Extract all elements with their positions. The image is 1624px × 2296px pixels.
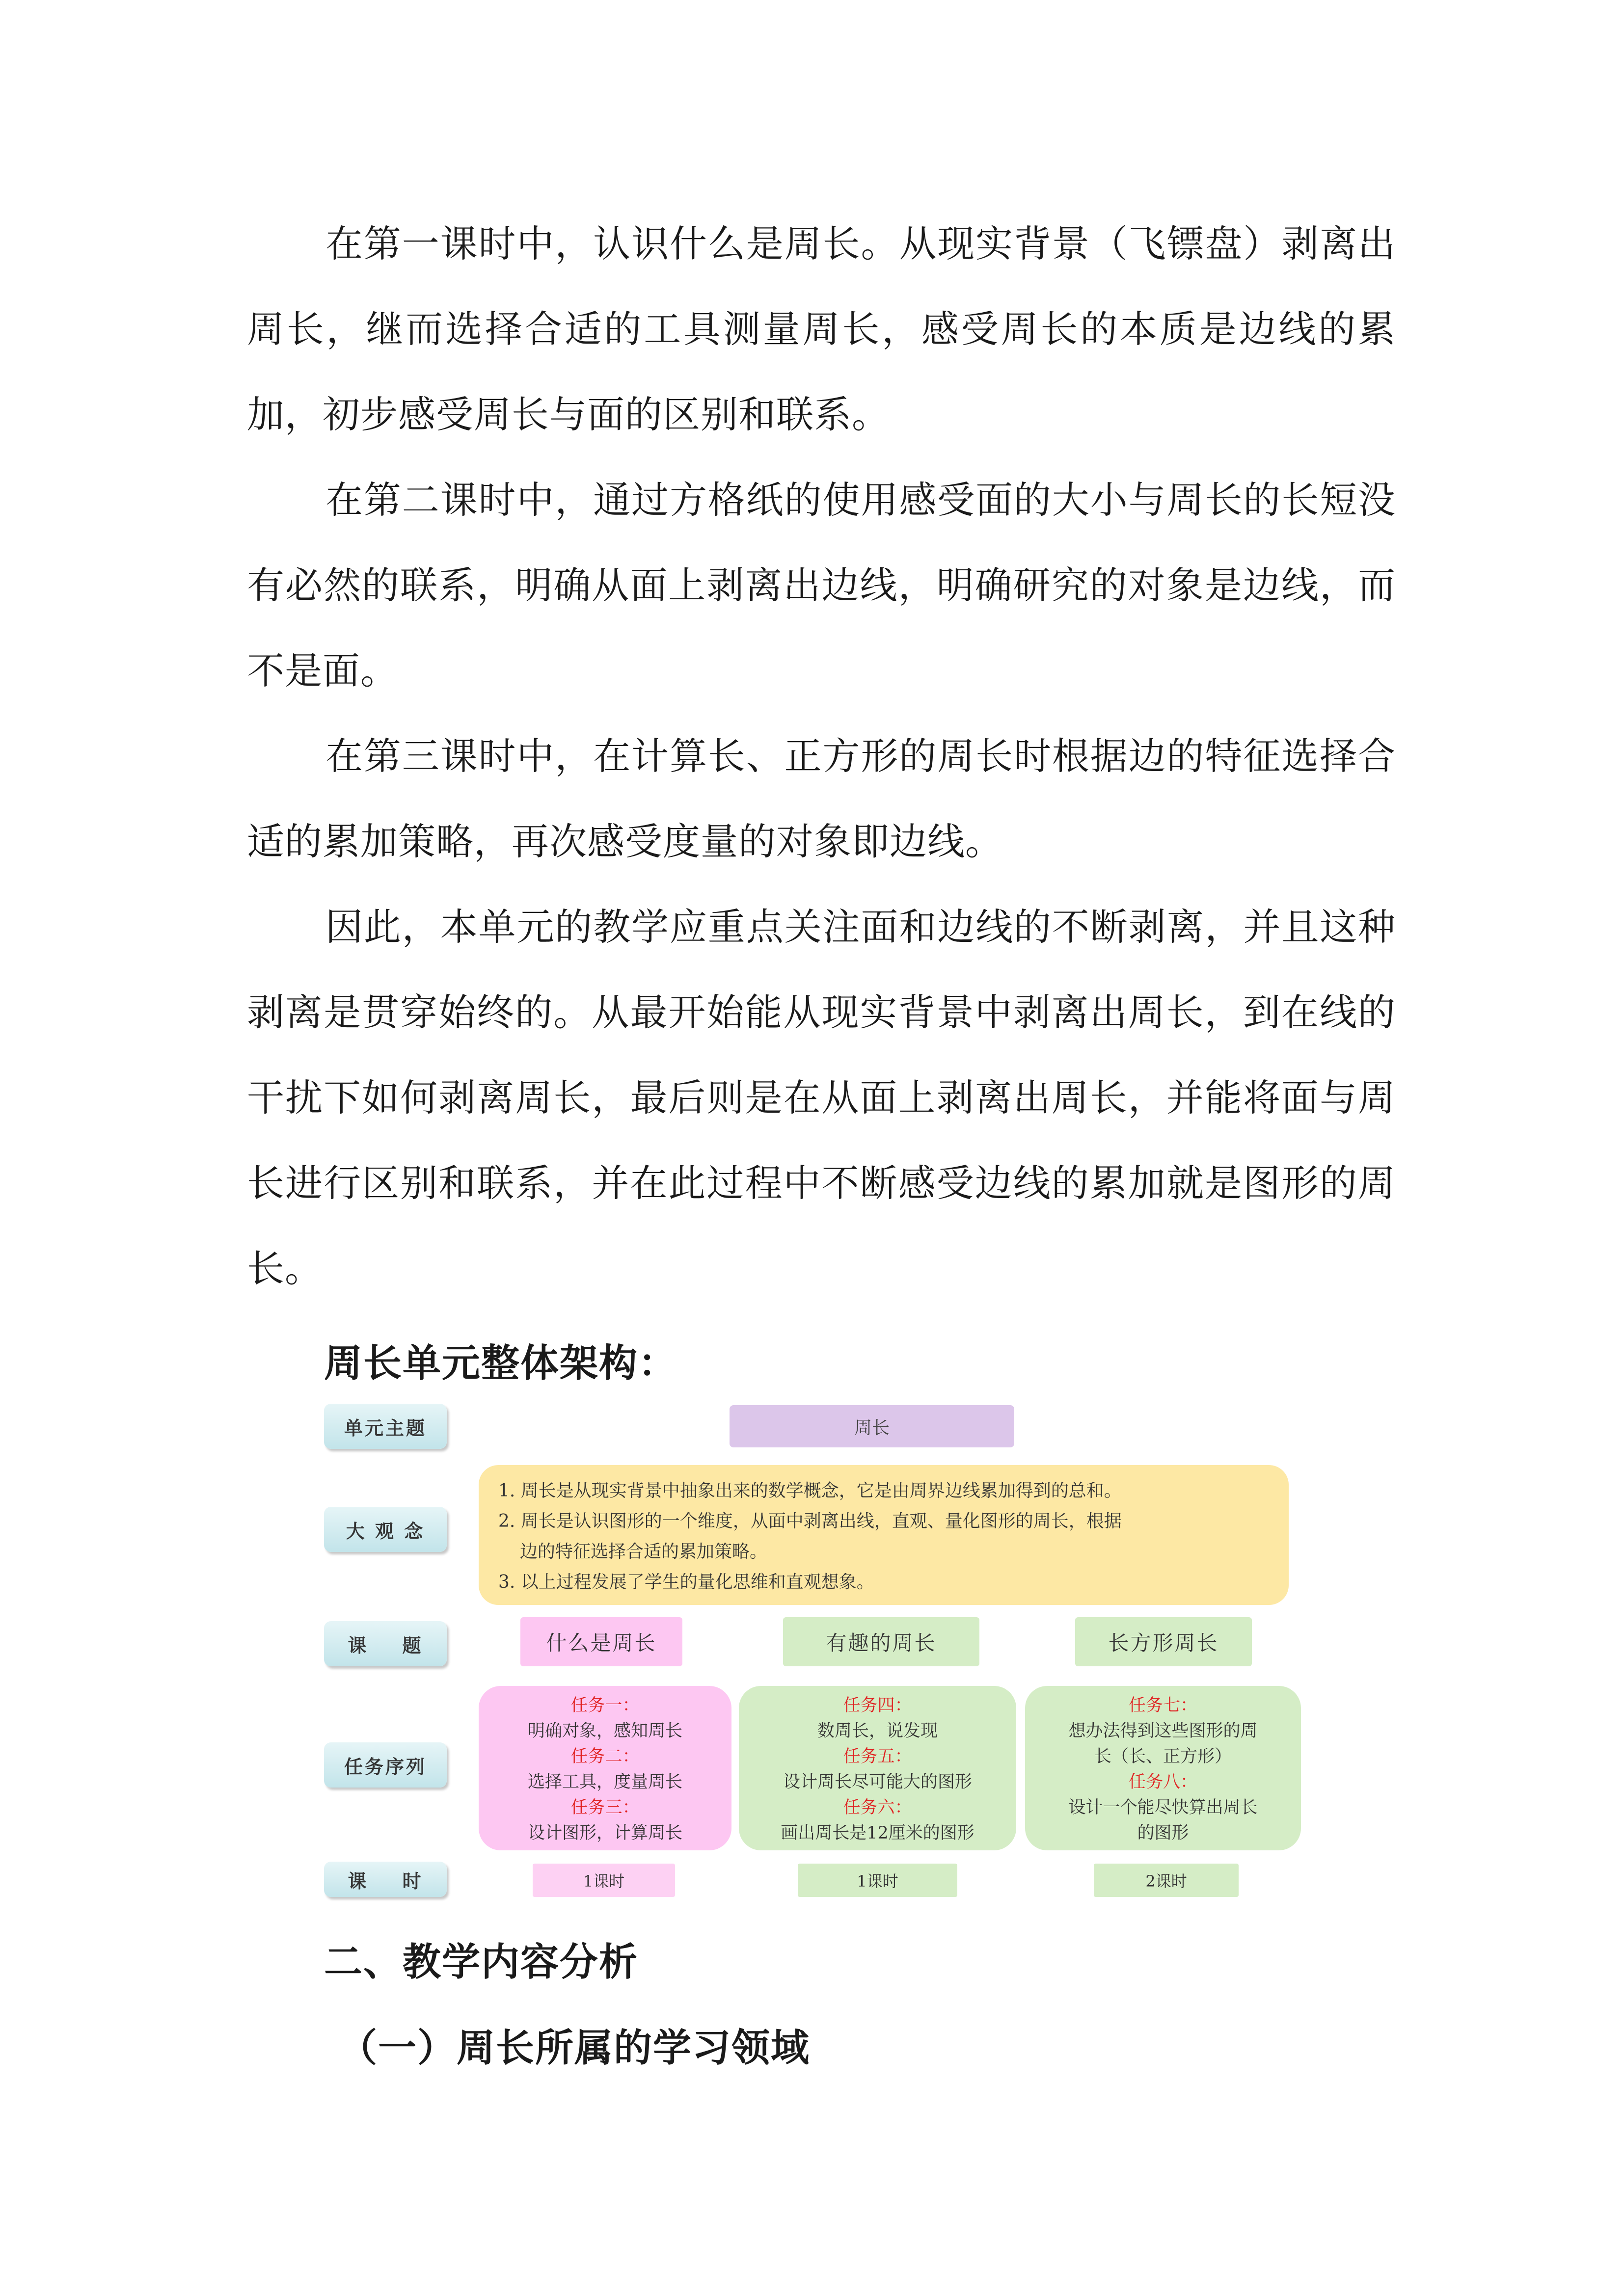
task-name: 任务二：: [570, 1747, 640, 1766]
task-group-lesson-2: [739, 1686, 1016, 1850]
task-desc: 的图形: [1137, 1823, 1189, 1843]
diagram-title: 周长单元整体架构：: [324, 1341, 678, 1386]
section-heading: 二、教学内容分析: [324, 1940, 639, 1984]
paragraph-summary: 因此，本单元的教学应重点关注面和边线的不断剥离，并且这种剥离是贯穿始终的。从最开始能从现实背景中剥离出周长，到在线的干扰下如何剥离周长，最后则是在从面上剥离出周长，并能将面与周长进行区别和联系，并在此过程中不断感受边线的累加就是图形的周长。: [247, 905, 1396, 1290]
topic-fun-perimeter: 有趣的周长: [783, 1617, 979, 1666]
task-desc: 明确对象，感知周长: [527, 1721, 682, 1741]
unit-structure-diagram: [324, 1396, 1306, 1909]
task-name: 任务三：: [570, 1798, 640, 1817]
big-idea-item-2-cont: 边的特征选择合适的累加策略。: [520, 1542, 768, 1562]
paragraph-lesson-3: 在第三课时中，在计算长、正方形的周长时根据边的特征选择合适的累加策略，再次感受度量的对象即边线。: [247, 734, 1396, 863]
paragraph-block: [247, 201, 1396, 1311]
big-idea-box: [479, 1465, 1289, 1605]
big-idea-item-1: 1. 周长是从现实背景中抽象出来的数学概念，它是由周界边线累加得到的总和。: [498, 1481, 1122, 1501]
hours-lesson-2: 1课时: [798, 1864, 957, 1897]
task-desc: 设计周长尽可能大的图形: [783, 1772, 972, 1792]
task-desc: 长（长、正方形）: [1094, 1747, 1232, 1766]
task-desc: 画出周长是12厘米的图形: [781, 1823, 974, 1843]
theme-box: 周长: [730, 1405, 1014, 1447]
topic-what-is-perimeter: 什么是周长: [520, 1617, 682, 1666]
hours-lesson-3: 2课时: [1094, 1864, 1239, 1897]
task-group-lesson-1: [479, 1686, 731, 1850]
hours-lesson-1: 1课时: [533, 1864, 675, 1897]
task-name: 任务五：: [843, 1747, 912, 1766]
task-desc: 设计图形，计算周长: [527, 1823, 682, 1843]
label-topic: 课 题: [324, 1621, 447, 1666]
label-tasks: 任务序列: [324, 1742, 447, 1788]
task-name: 任务八：: [1128, 1772, 1197, 1792]
task-desc: 选择工具，度量周长: [527, 1772, 682, 1792]
task-name: 任务四：: [843, 1696, 912, 1715]
task-desc: 设计一个能尽快算出周长: [1068, 1798, 1258, 1817]
task-desc: 数周长，说发现: [817, 1721, 938, 1741]
paragraph-lesson-2: 在第二课时中，通过方格纸的使用感受面的大小与周长的长短没有必然的联系，明确从面上剥离出边线，明确研究的对象是边线，而不是面。: [247, 478, 1396, 693]
subsection-heading: （一）周长所属的学习领域: [339, 2026, 811, 2070]
task-name: 任务六：: [843, 1798, 912, 1817]
paragraph-lesson-1: 在第一课时中，认识什么是周长。从现实背景（飞镖盘）剥离出周长，继而选择合适的工具测量周长，感受周长的本质是边线的累加，初步感受周长与面的区别和联系。: [247, 222, 1396, 436]
label-big-idea: 大 观 念: [324, 1507, 447, 1552]
task-desc: 想办法得到这些图形的周: [1068, 1721, 1258, 1741]
task-name: 任务七：: [1128, 1696, 1197, 1715]
label-theme: 单元主题: [324, 1404, 447, 1449]
topic-rectangle-perimeter: 长方形周长: [1075, 1617, 1252, 1666]
label-hours: 课 时: [324, 1862, 447, 1897]
task-group-lesson-3: [1025, 1686, 1301, 1850]
big-idea-item-2: 2. 周长是认识图形的一个维度，从面中剥离出线，直观、量化图形的周长，根据: [498, 1511, 1122, 1531]
task-name: 任务一：: [570, 1696, 640, 1715]
big-idea-item-3: 3. 以上过程发展了学生的量化思维和直观想象。: [498, 1572, 874, 1592]
